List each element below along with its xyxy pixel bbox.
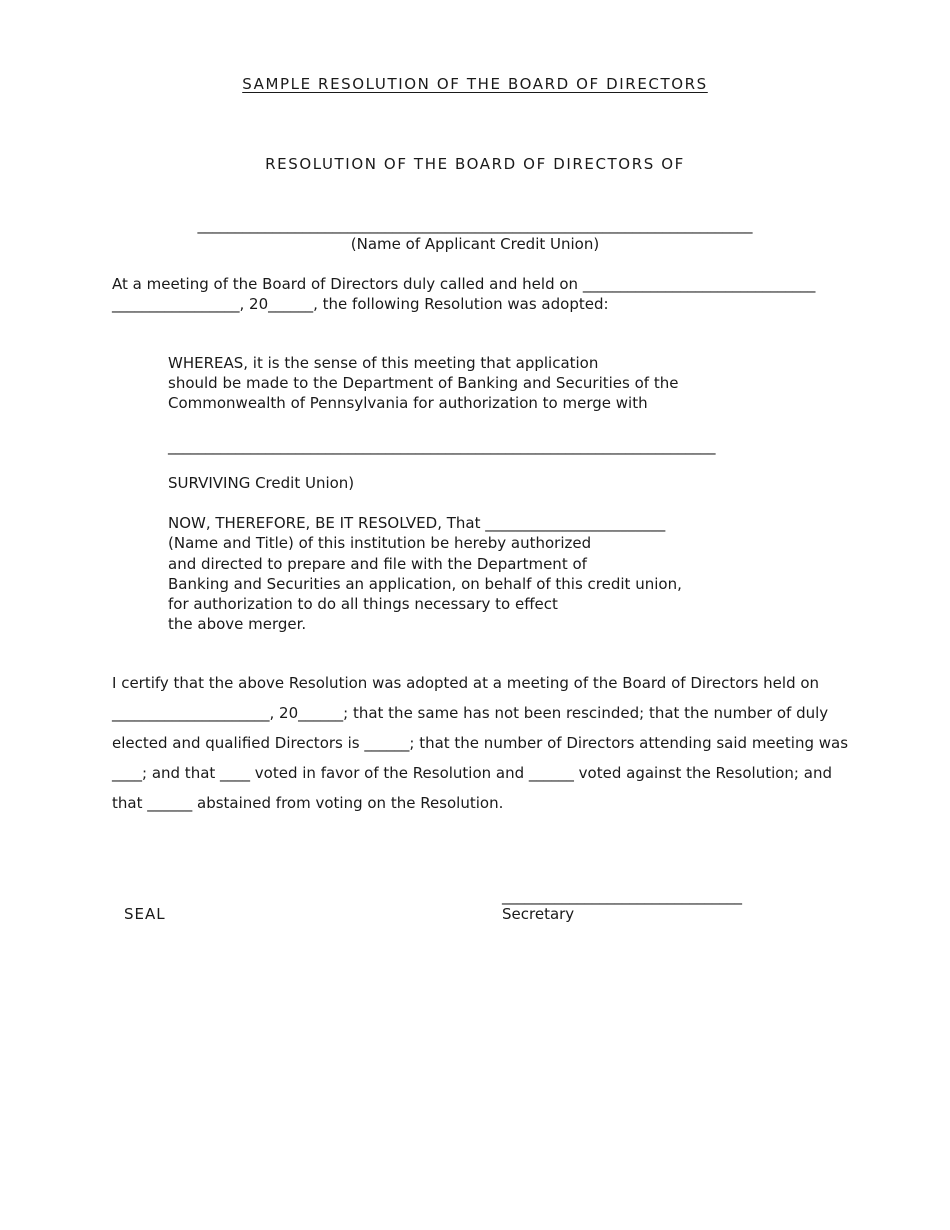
secretary-caption: Secretary	[502, 905, 575, 923]
seal-label: SEAL	[124, 905, 166, 923]
certification-line-1: I certify that the above Resolution was adopted at a meeting of the Board of Directors held on	[112, 674, 820, 692]
certification-line-4: ____; and that ____ voted in favor of the Resolution and ______ voted against the Resolution; and	[112, 764, 832, 782]
resolved-line-1: NOW, THEREFORE, BE IT RESOLVED, That ________________________	[168, 514, 666, 532]
certification-line-3: elected and qualified Directors is ______; that the number of Directors attending said meeting was	[112, 734, 849, 752]
resolved-line-6: the above merger.	[168, 615, 307, 633]
applicant-name-blank: __________________________________________________________________________	[197, 216, 753, 234]
resolution-heading: RESOLUTION OF THE BOARD OF DIRECTORS OF	[265, 155, 685, 173]
resolved-line-3: and directed to prepare and file with the Department of	[168, 555, 587, 573]
resolved-line-4: Banking and Securities an application, on behalf of this credit union,	[168, 575, 682, 593]
certification-line-2: _____________________, 20______; that the same has not been rescinded; that the number of duly	[112, 704, 829, 722]
merge-partner-blank: _________________________________________________________________________	[168, 437, 716, 455]
resolved-line-2: (Name and Title) of this institution be hereby authorized	[168, 534, 592, 552]
certification-line-5: that ______ abstained from voting on the Resolution.	[112, 794, 504, 812]
meeting-paragraph-line-1: At a meeting of the Board of Directors duly called and held on _______________________________	[112, 275, 816, 293]
surviving-credit-union-label: SURVIVING Credit Union)	[168, 474, 355, 492]
document-title: SAMPLE RESOLUTION OF THE BOARD OF DIRECTORS	[242, 75, 708, 93]
resolved-line-5: for authorization to do all things necessary to effect	[168, 595, 558, 613]
applicant-name-caption: (Name of Applicant Credit Union)	[350, 235, 600, 253]
whereas-line-3: Commonwealth of Pennsylvania for authorization to merge with	[168, 394, 648, 412]
whereas-line-1: WHEREAS, it is the sense of this meeting that application	[168, 354, 599, 372]
secretary-signature-line: ________________________________	[502, 887, 742, 905]
whereas-line-2: should be made to the Department of Banking and Securities of the	[168, 374, 679, 392]
meeting-paragraph-line-2: _________________, 20______, the following Resolution was adopted:	[112, 295, 609, 313]
